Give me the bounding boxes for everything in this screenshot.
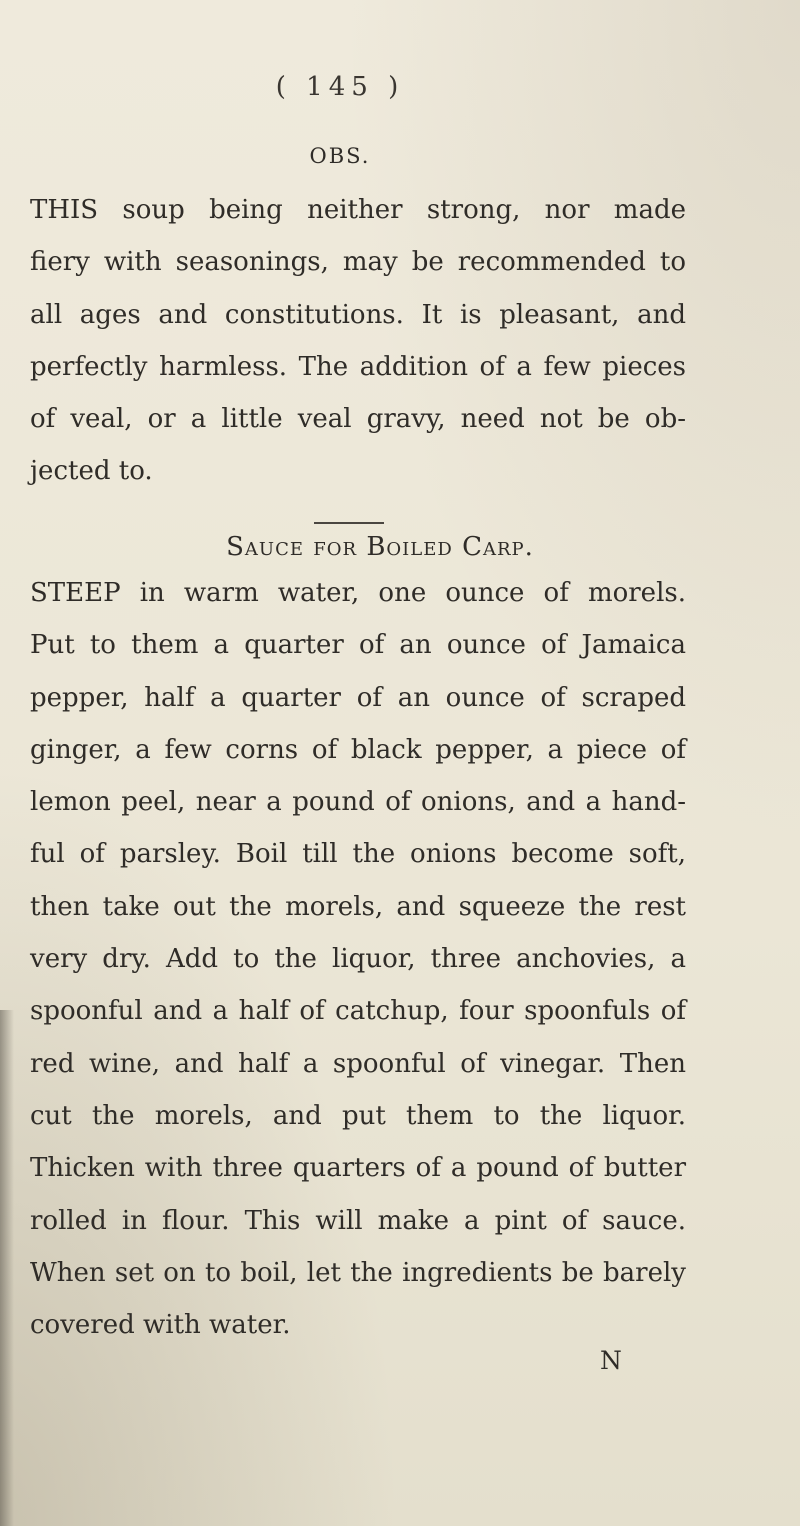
paragraph-line: ful of parsley. Boil till the onions become soft, [30,839,686,870]
page-edge-shadow [0,1010,14,1526]
paragraph-line: covered with water. [30,1310,291,1341]
page-number: ( 145 ) [275,72,405,102]
paragraph-line: perfectly harmless. The addition of a few pieces [30,351,686,382]
paragraph-line: of veal, or a little veal gravy, need not be ob- [30,404,686,435]
obs-heading: OBS. [309,144,371,168]
paragraph-line: jected to. [30,456,153,487]
recipe-paragraph [30,567,686,1351]
paragraph-line: THIS soup being neither strong, nor made [30,195,686,225]
paragraph-line: STEEP in warm water, one ounce of morels. [30,578,686,608]
section-divider [314,522,384,524]
paragraph-line: very dry. Add to the liquor, three anchovies, a [30,944,686,975]
paragraph-line: rolled in flour. This will make a pint of sauce. [30,1205,686,1236]
paragraph-line: all ages and constitutions. It is pleasant, and [30,299,686,330]
paragraph-line: lemon peel, near a pound of onions, and a hand- [30,787,686,818]
paragraph-line: ginger, a few corns of black pepper, a piece of [30,734,686,765]
observation-paragraph [30,184,686,498]
paragraph-line: cut the morels, and put them to the liquor. [30,1100,686,1131]
paragraph-line: Put to them a quarter of an ounce of Jamaica [30,630,686,661]
recipe-title: Sauce for Boiled Carp. [226,532,534,562]
paragraph-line: spoonful and a half of catchup, four spoonfuls of [30,996,686,1027]
paragraph-line: then take out the morels, and squeeze the rest [30,891,686,922]
paragraph-line: pepper, half a quarter of an ounce of scraped [30,682,686,713]
paragraph-line: red wine, and half a spoonful of vinegar. Then [30,1048,686,1079]
paragraph-line: Thicken with three quarters of a pound of butter [30,1153,686,1184]
paragraph-line: fiery with seasonings, may be recommended to [30,247,686,278]
signature-mark: N [600,1346,622,1375]
paragraph-line: When set on to boil, let the ingredients be barely [30,1257,686,1288]
